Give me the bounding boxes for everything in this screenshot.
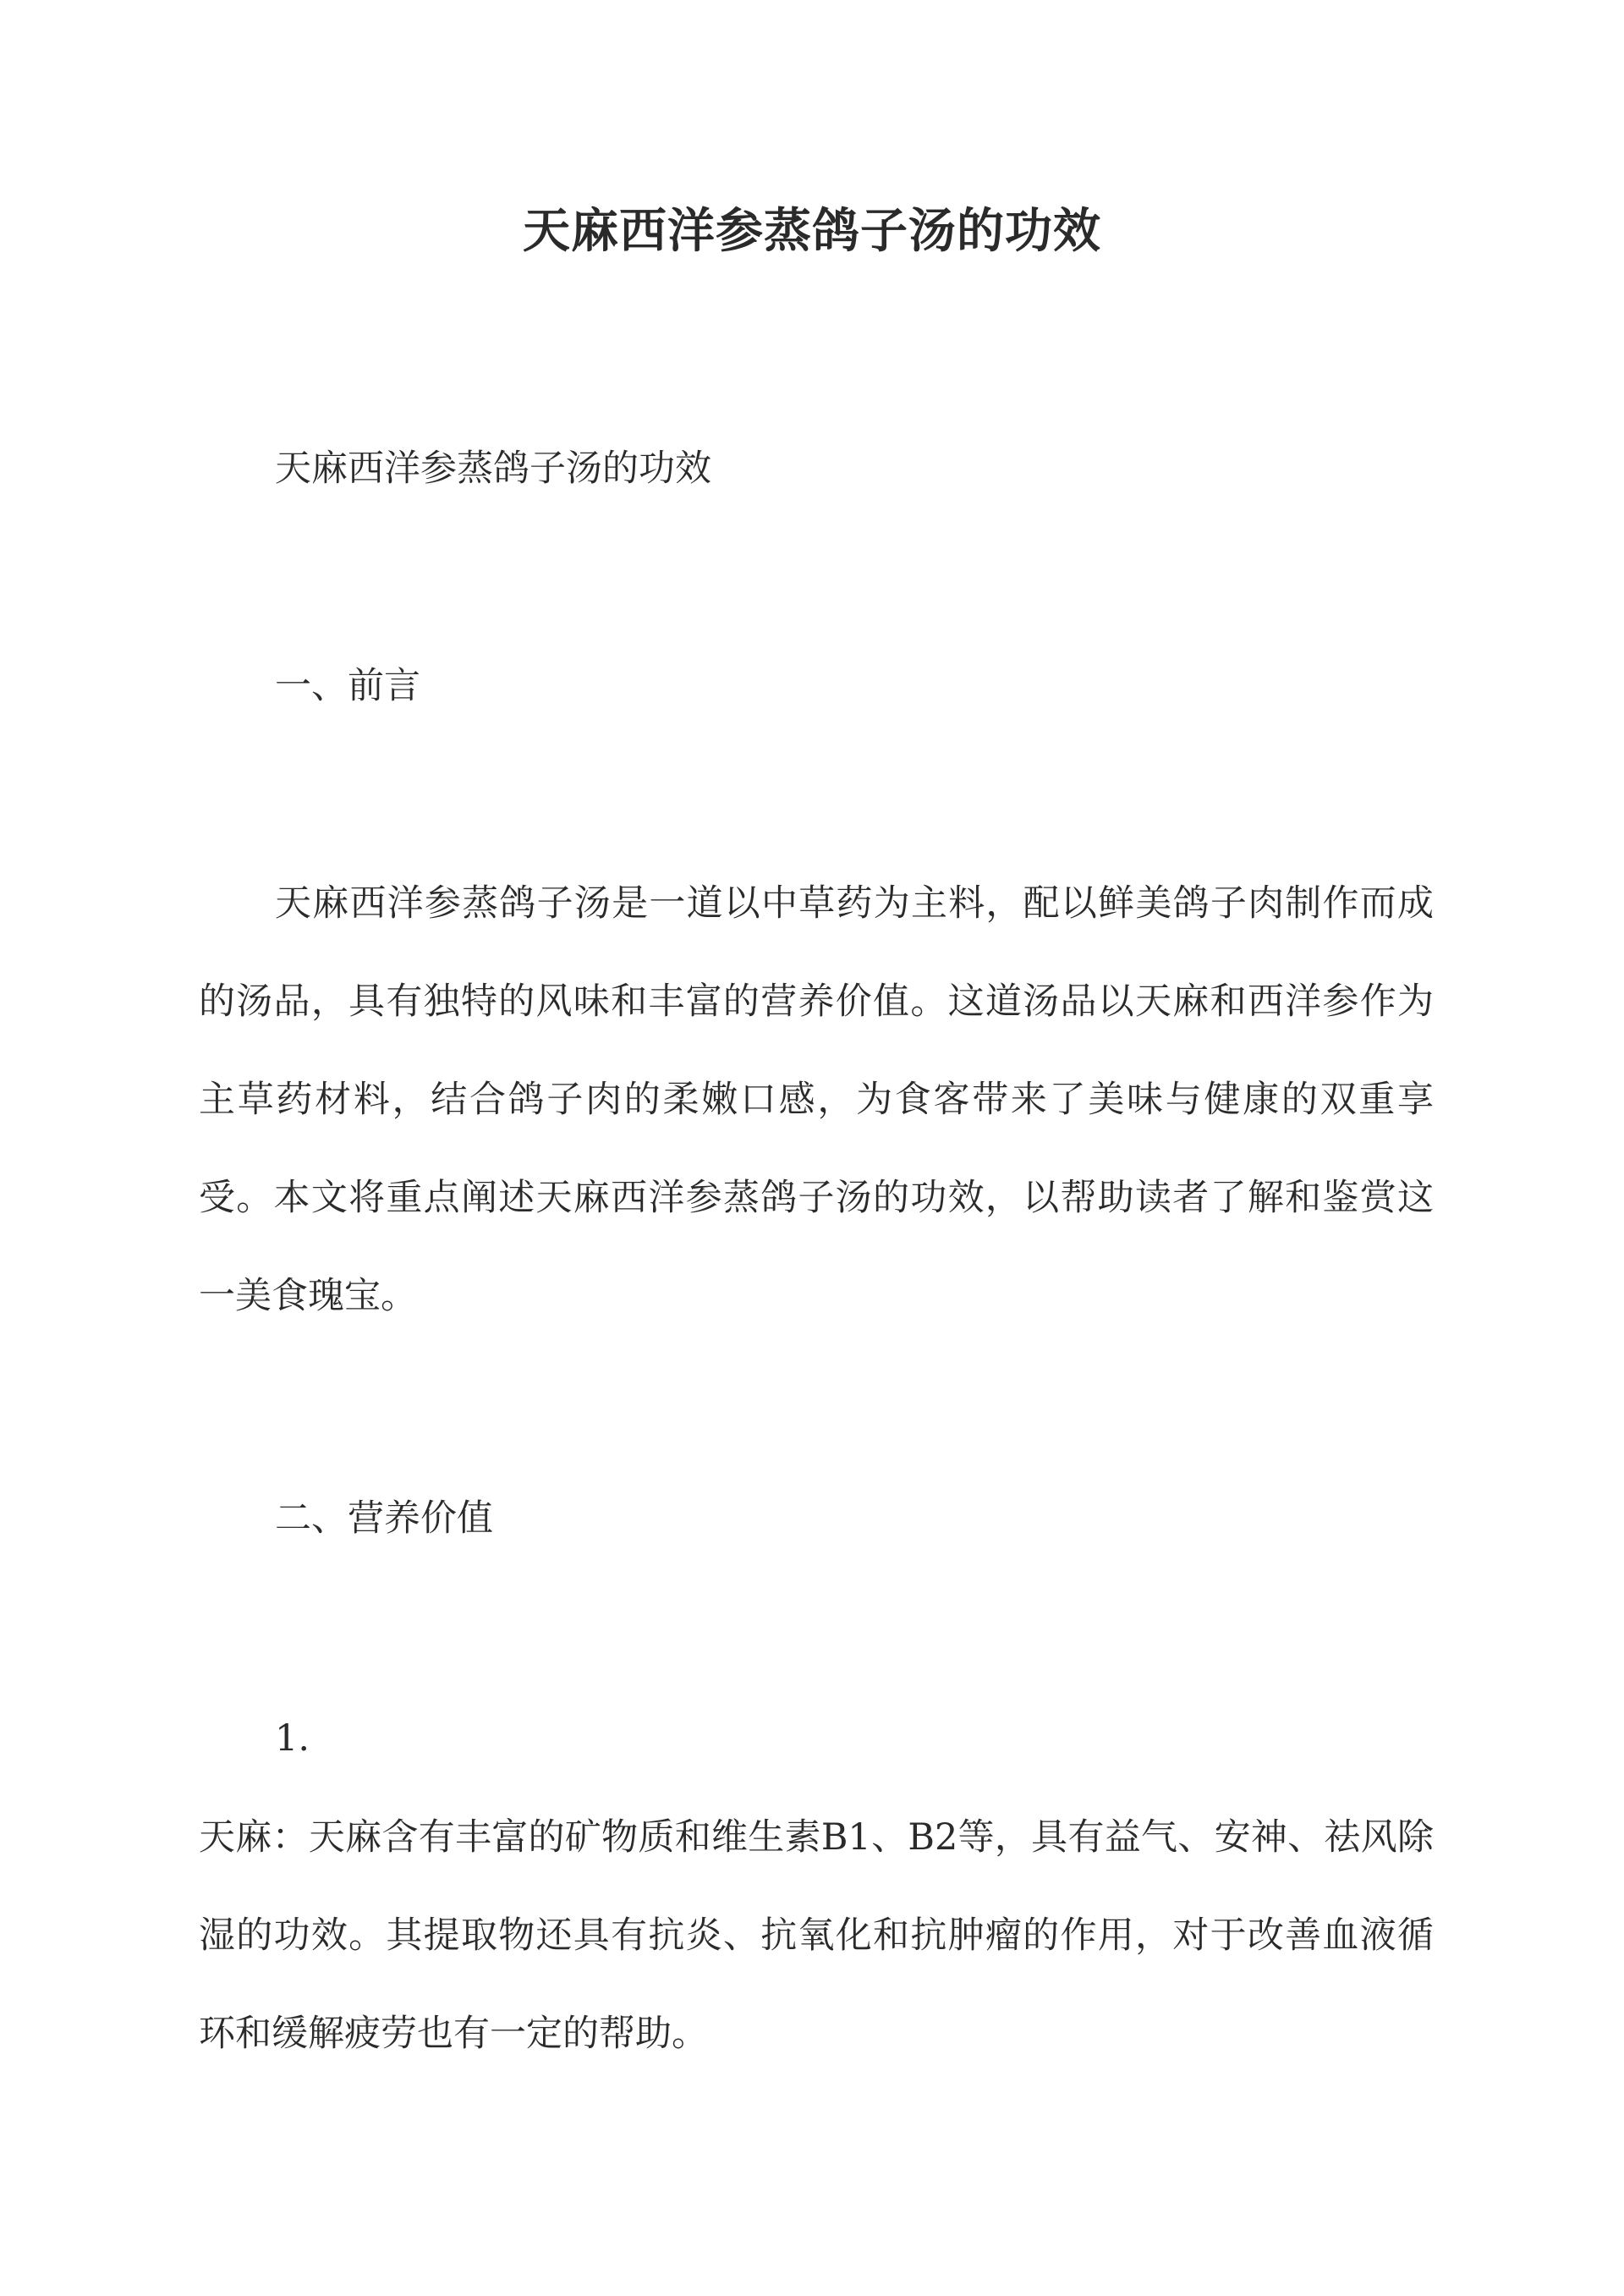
list-item-text: 天麻：天麻含有丰富的矿物质和维生素B1、B2等，具有益气、安神、祛风除湿的功效。其提取物还具有抗炎、抗氧化和抗肿瘤的作用，对于改善血液循环和缓解疲劳也有一定的帮助。	[199, 1816, 1434, 2055]
preface-paragraph: 天麻西洋参蒸鸽子汤是一道以中草药为主料，配以鲜美鸽子肉制作而成的汤品，具有独特的风味和丰富的营养价值。这道汤品以天麻和西洋参作为主草药材料，结合鸽子肉的柔嫩口感，为食客带来了美味与健康的双重享受。本文将重点阐述天麻西洋参蒸鸽子汤的功效，以帮助读者了解和鉴赏这一美食瑰宝。	[199, 882, 1434, 1317]
list-item-number: 1.	[275, 1717, 310, 1760]
section-heading-nutrition: 二、营养价值	[275, 1497, 493, 1540]
document-title: 天麻西洋参蒸鸽子汤的功效	[523, 203, 1101, 259]
document-subtitle: 天麻西洋参蒸鸽子汤的功效	[275, 448, 711, 490]
section-heading-preface: 一、前言	[275, 665, 420, 707]
